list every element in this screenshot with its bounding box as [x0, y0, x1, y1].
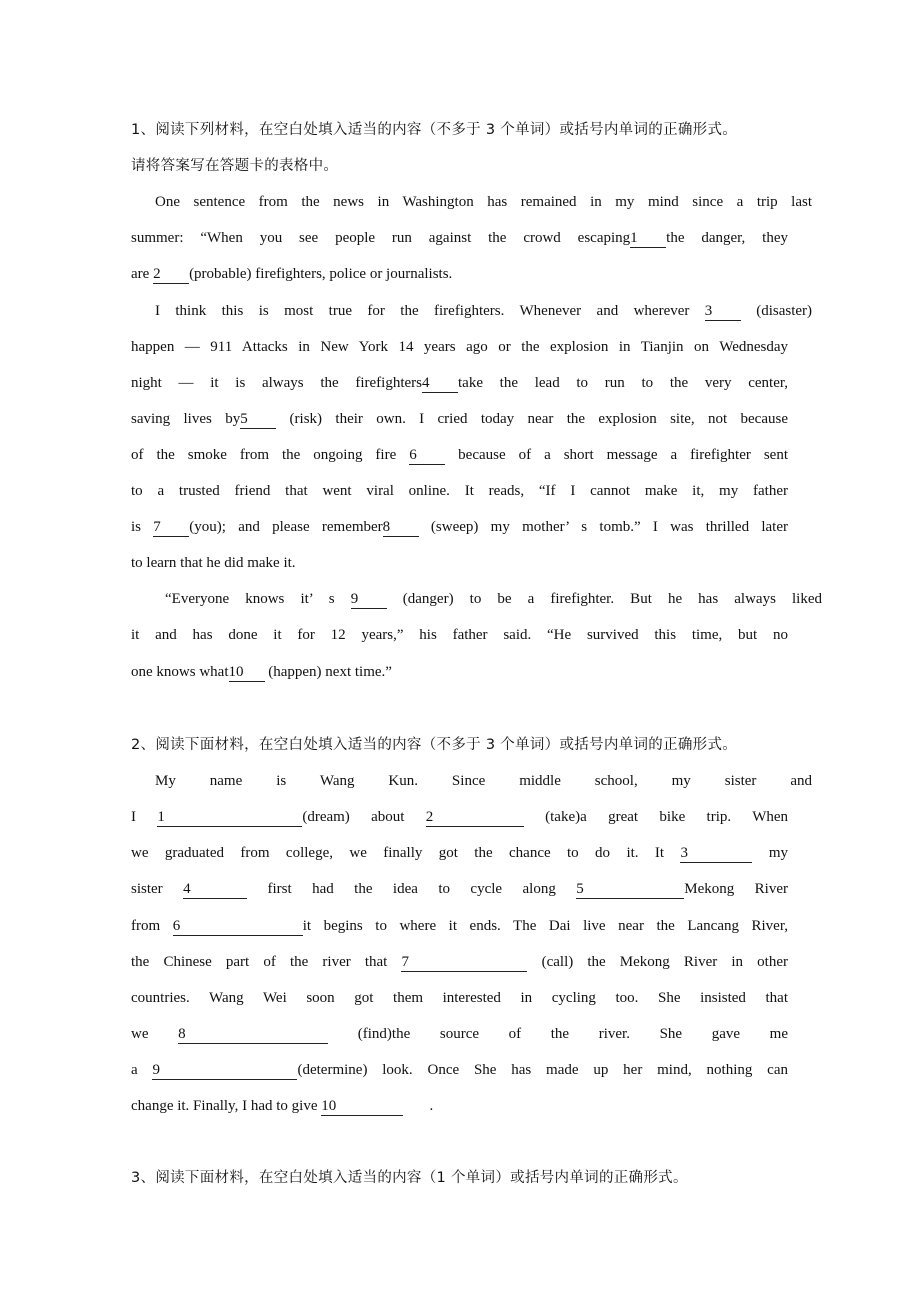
text: 1、阅读下列材料，在空白处填入适当的内容（不多于 3 个单词）或括号内单词的正确形式。 [131, 122, 738, 138]
answer-blank-7: 7 [153, 518, 189, 537]
answer-blank-2: 2 [426, 808, 524, 827]
answer-blank-2: 2 [153, 265, 189, 284]
text: (risk) their own. I cried today near the explosion site, not because [276, 410, 788, 427]
text: (sweep) my mother’ s tomb.” I was thrilled later [418, 519, 788, 536]
passage-line [131, 987, 788, 1009]
passage-line [131, 842, 788, 864]
text: night — it is always the firefighters [131, 374, 422, 391]
answer-blank-9: 9 [152, 1061, 297, 1080]
text: 2、阅读下面材料，在空白处填入适当的内容（不多于 3 个单词）或括号内单词的正确形式。 [131, 737, 738, 753]
text: . [403, 1098, 434, 1114]
text: (probable) firefighters, police or journalists. [189, 266, 453, 283]
passage-line [131, 336, 788, 358]
text: (dream) about [302, 809, 426, 826]
passage-line [131, 1023, 788, 1045]
passage-line [131, 191, 812, 213]
text: saving lives by [131, 410, 241, 427]
text: it and has done it for 12 years,” his father said. “He survived this time, but no [131, 627, 788, 644]
answer-blank-4: 4 [422, 374, 458, 393]
passage-line [131, 300, 812, 322]
answer-blank-3: 3 [705, 302, 741, 321]
passage-line [131, 1095, 788, 1117]
text: I think this is most true for the firefighters. Whenever and wherever [155, 302, 705, 319]
text: sister [131, 881, 184, 898]
answer-blank-1: 1 [630, 229, 666, 248]
passage-line [131, 480, 788, 502]
answer-blank-10: 10 [321, 1097, 403, 1116]
answer-blank-6: 6 [409, 446, 445, 465]
text: summer: “When you see people run against the crowd escaping [131, 230, 631, 247]
section-instruction [131, 155, 788, 177]
text: (take)a great bike trip. When [523, 809, 789, 826]
text: one knows what [131, 663, 229, 680]
answer-blank-5: 5 [576, 880, 684, 899]
answer-blank-7: 7 [401, 953, 527, 972]
section-instruction [131, 119, 788, 141]
text: happen — 911 Attacks in New York 14 years ago or the explosion in Tianjin on Wednesday [131, 338, 788, 355]
text: it begins to where it ends. The Dai live near the Lancang River, [302, 917, 788, 934]
passage-line [131, 661, 788, 683]
text: my [752, 845, 788, 862]
passage-line [131, 915, 788, 937]
passage-line [131, 263, 788, 285]
text: the danger, they [666, 230, 788, 247]
answer-blank-4: 4 [183, 880, 247, 899]
passage-line [131, 806, 788, 828]
answer-blank-10: 10 [229, 663, 265, 682]
text: “Everyone knows it’ s [165, 591, 351, 608]
passage-line [131, 516, 788, 538]
text: Mekong River [684, 881, 788, 898]
text: first had the idea to cycle along [247, 881, 577, 898]
text: (disaster) [740, 302, 813, 319]
answer-blank-9: 9 [351, 590, 387, 609]
passage-line [131, 444, 788, 466]
answer-blank-8: 8 [383, 518, 419, 537]
passage-line [131, 624, 788, 646]
text: (happen) next time.” [264, 663, 392, 680]
text: 3、阅读下面材料，在空白处填入适当的内容（1 个单词）或括号内单词的正确形式。 [131, 1170, 688, 1186]
text: I [131, 809, 158, 826]
text: take the lead to run to the very center, [458, 374, 788, 391]
passage-line [131, 372, 788, 394]
passage-line [131, 552, 788, 574]
answer-blank-8: 8 [178, 1025, 328, 1044]
text: One sentence from the news in Washington has remained in my mind since a trip last [155, 194, 812, 211]
text: the Chinese part of the river that [131, 953, 402, 970]
passage-line [131, 227, 788, 249]
section-instruction [131, 734, 788, 756]
answer-blank-6: 6 [173, 917, 303, 936]
text: a [131, 1061, 153, 1078]
answer-blank-1: 1 [157, 808, 302, 827]
text: My name is Wang Kun. Since middle school, my sister and [155, 773, 812, 790]
text: we graduated from college, we finally got the chance to do it. It [131, 845, 681, 862]
text: because of a short message a firefighter sent [445, 446, 788, 463]
text: (call) the Mekong River in other [527, 953, 788, 970]
text: change it. Finally, I had to give [131, 1098, 322, 1114]
passage-line [131, 951, 788, 973]
text: (you); and please remember [189, 519, 383, 536]
text: 请将答案写在答题卡的表格中。 [131, 158, 339, 175]
text: (find)the source of the river. She gave me [328, 1025, 788, 1042]
text: from [131, 917, 173, 934]
text: (determine) look. Once She has made up her mind, nothing can [297, 1061, 788, 1078]
text: to a trusted friend that went viral online. It reads, “If I cannot make it, my father [131, 483, 788, 499]
text: (danger) to be a firefighter. But he has always liked [386, 591, 822, 608]
text: we [131, 1025, 179, 1042]
passage-line [131, 588, 822, 610]
passage-line [131, 1059, 788, 1081]
section-instruction [131, 1167, 788, 1189]
text: is [131, 519, 154, 536]
text: to learn that he did make it. [131, 555, 296, 572]
passage-line [131, 770, 812, 792]
answer-blank-3: 3 [680, 844, 752, 863]
passage-line [131, 408, 788, 430]
text: countries. Wang Wei soon got them interested in cycling too. She insisted that [131, 989, 788, 1006]
passage-line [131, 878, 788, 900]
text: are [131, 266, 154, 283]
answer-blank-5: 5 [240, 410, 276, 429]
text: of the smoke from the ongoing fire [131, 446, 410, 463]
